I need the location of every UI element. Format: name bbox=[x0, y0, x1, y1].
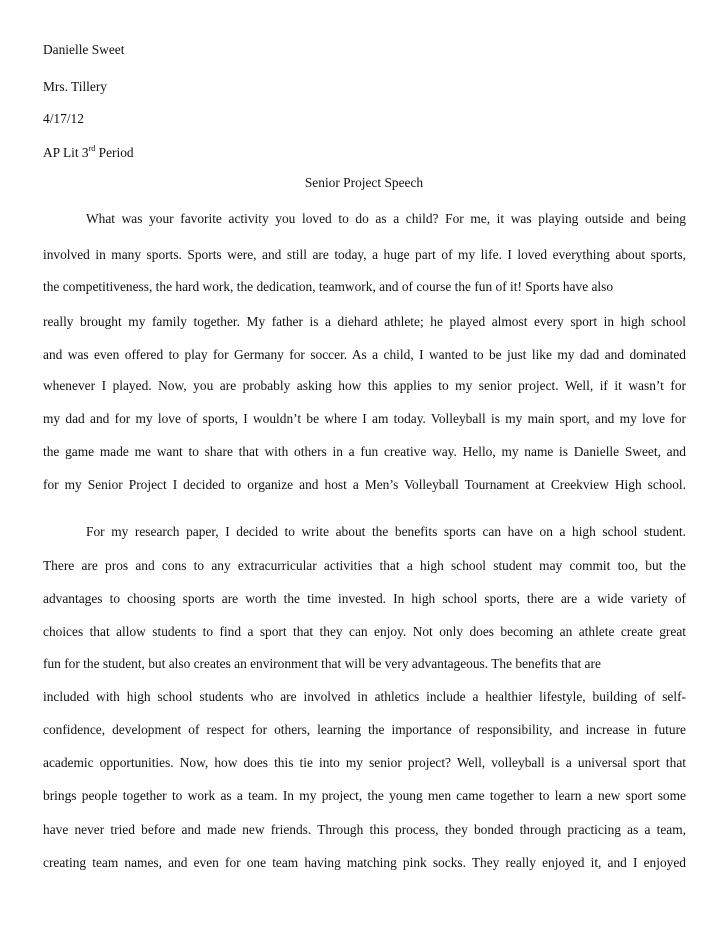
paragraph-2-line: academic opportunities. Now, how does this tie into my senior project? Well, volleyball is a universal sport that bbox=[43, 755, 686, 770]
paragraph-2-line: There are pros and cons to any extracurricular activities that a high school student may commit too, but the bbox=[43, 558, 686, 573]
paragraph-2-line: fun for the student, but also creates an environment that will be very advantageous. The benefits that are bbox=[43, 656, 601, 671]
paragraph-2-line: advantages to choosing sports are worth the time invested. In high school sports, there are a wide variety of bbox=[43, 591, 686, 606]
paragraph-2-line: included with high school students who are involved in athletics include a healthier lifestyle, building of self- bbox=[43, 689, 686, 704]
teacher-name: Mrs. Tillery bbox=[43, 79, 107, 94]
paragraph-1-line: the competitiveness, the hard work, the dedication, teamwork, and of course the fun of it! Sports have also bbox=[43, 279, 614, 294]
paragraph-2-line: creating team names, and even for one team having matching pink socks. They really enjoyed it, and I enjoyed bbox=[43, 855, 686, 870]
paragraph-2-line: confidence, development of respect for others, learning the importance of responsibility, and increase in future bbox=[43, 722, 686, 737]
class-prefix: AP Lit 3 bbox=[43, 145, 89, 160]
paragraph-2-line: choices that allow students to find a sport that they can enjoy. Not only does becoming an athlete create great bbox=[43, 624, 686, 639]
class-superscript: rd bbox=[88, 143, 96, 153]
paragraph-2-line: have never tried before and made new friends. Through this process, they bonded through practicing as a team, bbox=[43, 822, 686, 837]
paragraph-1-line: and was even offered to play for Germany for soccer. As a child, I wanted to be just like my dad and dominated bbox=[43, 347, 686, 362]
date-line: 4/17/12 bbox=[43, 111, 84, 126]
author-name: Danielle Sweet bbox=[43, 42, 125, 57]
class-suffix: Period bbox=[95, 145, 134, 160]
paragraph-1-line: whenever I played. Now, you are probably asking how this applies to my senior project. Well, if it wasn’t for bbox=[43, 378, 686, 393]
paragraph-1-line: the game made me want to share that with others in a fun creative way. Hello, my name is Danielle Sweet, and bbox=[43, 444, 686, 459]
paragraph-2-line: For my research paper, I decided to write about the benefits sports can have on a high school student. bbox=[86, 524, 686, 539]
paragraph-1-line: for my Senior Project I decided to organize and host a Men’s Volleyball Tournament at Creekview High school. bbox=[43, 477, 686, 492]
page-title: Senior Project Speech bbox=[304, 175, 424, 190]
paragraph-2-line: brings people together to work as a team. In my project, the young men came together to learn a new sport some bbox=[43, 788, 686, 803]
paragraph-1-line: really brought my family together. My father is a diehard athlete; he played almost every sport in high school bbox=[43, 314, 686, 329]
paragraph-1-line: What was your favorite activity you loved to do as a child? For me, it was playing outside and being bbox=[86, 211, 686, 226]
paragraph-1-line: my dad and for my love of sports, I wouldn’t be where I am today. Volleyball is my main sport, and my love for bbox=[43, 411, 686, 426]
class-line bbox=[43, 145, 134, 161]
paragraph-1-line: involved in many sports. Sports were, and still are today, a huge part of my life. I loved everything about sports, bbox=[43, 247, 686, 262]
